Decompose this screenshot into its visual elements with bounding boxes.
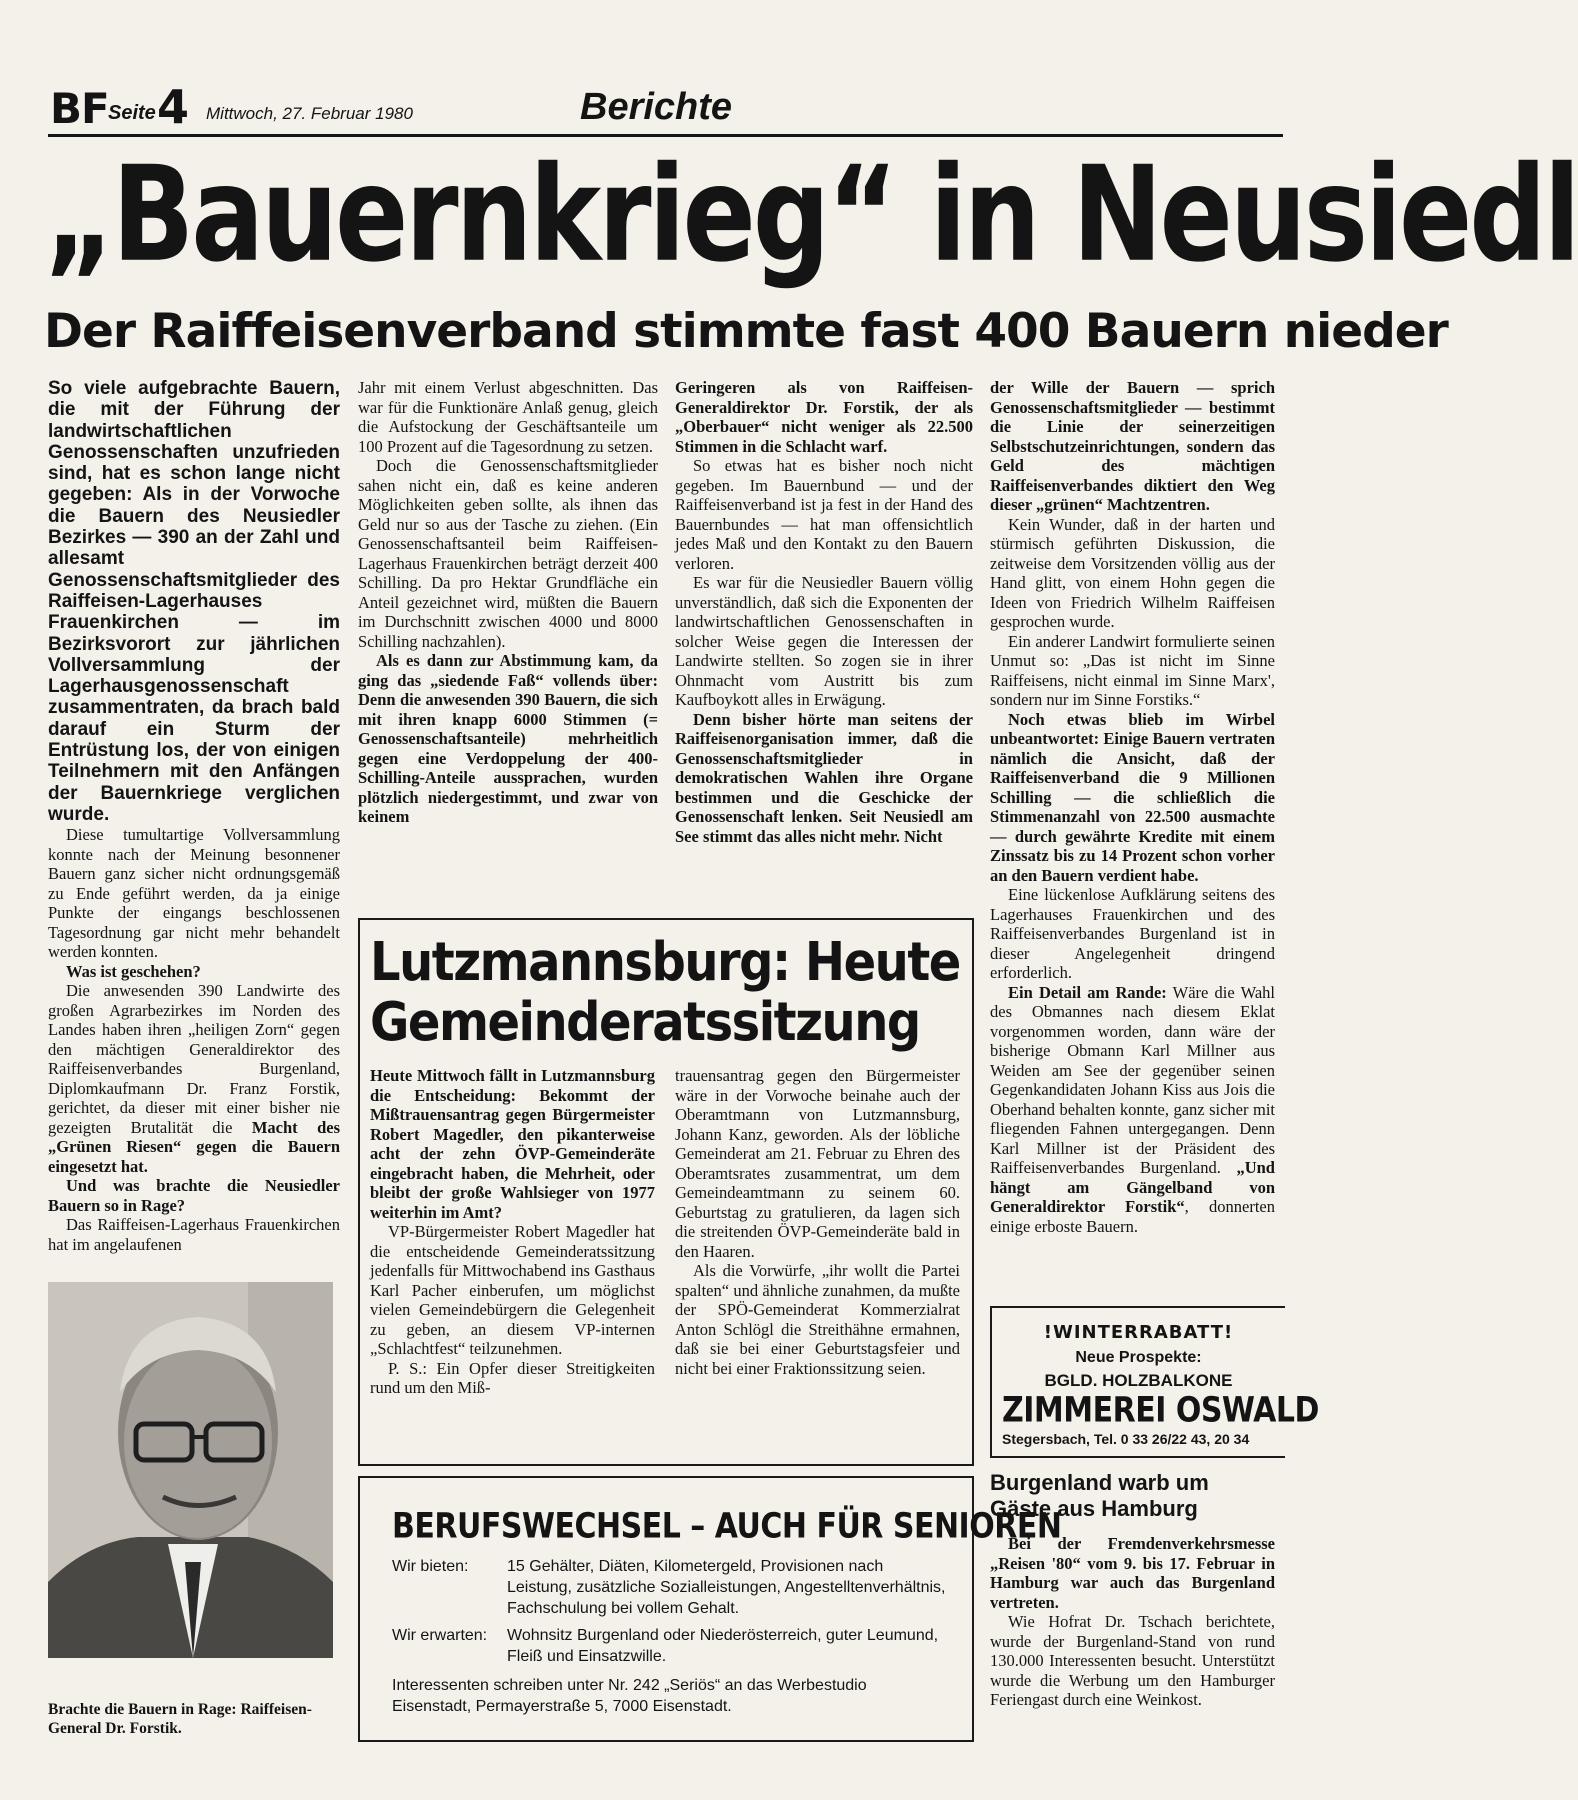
paragraph: trauensantrag gegen den Bürgermeister wäre in der Vorwoche beinahe auch der Oberamtmann von Lutzmannsburg, Johann Kanz, geworden. Als der löbliche Gemeinderat am 21. Februar zu Ehren des Oberamtsrates zusammentrat, um dem Gemeindeamtmann zu seinem 60. Geburtstag zu gratulieren, da lagen sich die streitenden ÖVP-Gemeinderäte bald in den Haaren. bbox=[675, 1066, 960, 1261]
zimmerei-name: ZIMMEREI OSWALD bbox=[1002, 1390, 1319, 1431]
paragraph: Doch die Genossenschaftsmitglieder sahen nicht ein, daß es keine anderen Möglichkeiten geben sollte, als ihnen das Geld nur so aus der Tasche zu ziehen. (Ein Genossenschaftsanteil beim Raiffeisen-Lagerhaus Frauenkirchen beträgt derzeit 400 Schilling. Da pro Hektar Grundfläche ein Anteil gezeichnet wird, müßten die Bauern im Durchschnitt zwischen 4000 und 8000 Schilling nachzahlen). bbox=[358, 456, 658, 651]
lutzmannsburg-headline-2: Gemeinderatssitzung bbox=[370, 990, 920, 1054]
subheading: Was ist geschehen? bbox=[66, 961, 201, 981]
paragraph: Jahr mit einem Verlust abgeschnitten. Das war für die Funktionäre Anlaß genug, gleich die Aufstockung der Geschäftsanteile um 100 Prozent auf die Tagesordnung zu setzen. bbox=[358, 378, 658, 456]
job-advertisement bbox=[358, 1476, 1062, 1742]
paragraph: VP-Bürgermeister Robert Magedler hat die entscheidende Gemeinderatssitzung jedenfalls für Mittwochabend ins Gasthaus Karl Pacher einberufen, um möglichst vielen Gemeindebürgern die Gelegenheit zu geben, an diesem VP-internen „Schlachtfest“ teilzunehmen. bbox=[370, 1222, 655, 1358]
seite-label: Seite bbox=[108, 102, 156, 124]
zimmerei-line-2: Neue Prospekte: bbox=[1075, 1349, 1202, 1366]
lutzmannsburg-column-2 bbox=[675, 1066, 960, 1378]
paragraph: Ein Detail am Rande: Wäre die Wahl des Obmannes nach diesem Eklat vorgenommen worden, dann wäre der bisherige Obmann Karl Millner aus Weiden am See der gegenüber seinen Gegenkandidaten Johann Kiss aus Jois die Oberhand behalten konnte, ganz sicher mit fliegenden Fahnen untergegangen. Denn Karl Millner ist der Präsident des Raiffeisenverbandes Burgenland. „Und hängt am Gängelband von Generaldirektor Forstik“, donnerten einige erboste Bauern. bbox=[990, 982, 1275, 1236]
job-ad-offer-text: 15 Gehälter, Diäten, Kilometergeld, Provisionen nach Leistung, zusätzliche Sozialleistungen, Angestelltenverhältnis, Fachschulung bei vollem Gehalt. bbox=[507, 1558, 946, 1617]
paragraph: Wie Hofrat Dr. Tschach berichtete, wurde der Burgenland-Stand von rund 130.000 Interessenten besucht. Unterstützt wurde die Werbung um den Hamburger Feriengast durch eine Weinkost. bbox=[990, 1612, 1275, 1709]
paragraph: Ein anderer Landwirt formulierte seinen Unmut so: „Das ist nicht im Sinne Raiffeisens, nicht einmal im Sinne Marx', sondern nur im Sinne Forstiks.“ bbox=[990, 631, 1275, 709]
portrait-photo bbox=[48, 1282, 333, 1658]
paragraph: Geringeren als von Raiffeisen-Generaldirektor Dr. Forstik, der als „Oberbauer“ nicht weniger als 22.500 Stimmen in die Schlacht warf. bbox=[675, 378, 973, 456]
issue-date: Mittwoch, 27. Februar 1980 bbox=[206, 104, 413, 123]
paragraph: Es war für die Neusiedler Bauern völlig unverständlich, daß sich die Exponenten der landwirtschaftlichen Genossenschaften in solcher Weise gegen die Interessen der Landwirte stellten. So zogen sie in ihrer Ohnmacht vom Austritt bis zum Kaufboykott alles in Erwägung. bbox=[675, 573, 973, 709]
paragraph: der Wille der Bauern — sprich Genossenschaftsmitglieder — bestimmt die Linie der seinerzeitigen Selbstschutzeinrichtungen, sondern das Geld des mächtigen Raiffeisenverbandes diktiert den Weg dieser „grünen“ Machtzentren. bbox=[990, 378, 1275, 514]
job-ad-expect-text: Wohnsitz Burgenland oder Niederösterreich, guter Leumund, Fleiß und Einsatzwille. bbox=[507, 1627, 939, 1665]
job-ad-offer-label: Wir bieten: bbox=[392, 1558, 469, 1575]
paragraph: Diese tumultartige Vollversammlung konnte nach der Meinung besonnener Bauern ganz sicher nicht ordnungsgemäß zu Ende geführt werden, da ja einige Punkte der eingangs beschlossenen Tagesordnung gar nicht mehr behandelt werden konnten. bbox=[48, 825, 340, 962]
job-ad-offer-row bbox=[392, 1556, 947, 1619]
burgenland-body bbox=[990, 1534, 1275, 1710]
paragraph: Kein Wunder, daß in der harten und stürmisch geführten Diskussion, die zeitweise dem Vorsitzenden völlig aus der Hand glitt, von einem Hohn gegen die Ideen von Friedrich Wilhelm Raiffeisen gesprochen wurde. bbox=[990, 514, 1275, 631]
zimmerei-advertisement bbox=[990, 1306, 1319, 1458]
sub-headline: Der Raiffeisenverband stimmte fast 400 Bauern nieder bbox=[44, 304, 1448, 359]
photo-caption: Brachte die Bauern in Rage: Raiffeisen-General Dr. Forstik. bbox=[48, 1701, 312, 1737]
paragraph: Denn bisher hörte man seitens der Raiffeisenorganisation immer, daß die Genossenschaftsmitglieder in demokratischen Wahlen ihre Organe bestimmen und die Geschicke der Genossenschaft lenken. Seit Neusiedl am See stimmt das alles nicht mehr. Nicht bbox=[675, 709, 973, 846]
paragraph: Die anwesenden 390 Landwirte des großen Agrarbezirkes im Norden des Landes haben ihren „heiligen Zorn“ gegen den mächtigen Generaldirektor des Raiffeisenverbandes Burgenland, Diplomkaufmann Dr. Franz Forstik, gerichtet, da dieser mit einer bisher nie gezeigten Brutalität die Macht des „Grünen Riesen“ gegen die Bauern eingesetzt hat. bbox=[48, 981, 340, 1176]
page-number: 4 bbox=[157, 80, 190, 134]
paragraph: Als die Vorwürfe, „ihr wollt die Partei spalten“ und ähnliche zunahmen, da mußte der SPÖ-Gemeinderat Kommerzialrat Anton Schlögl die Streithähne ermahnen, daß sie bei einer Geburtstagsfeier und nicht bei einer Fraktionssitzung seien. bbox=[675, 1261, 960, 1378]
zimmerei-line-1: !WINTERRABATT! bbox=[1043, 1322, 1234, 1343]
paragraph: Eine lückenlose Aufklärung seitens des Lagerhauses Frauenkirchen und des Raiffeisenverbandes Burgenland ist in dieser Angelegenheit dringend erforderlich. bbox=[990, 885, 1275, 982]
section-title: Berichte bbox=[580, 86, 733, 128]
masthead-logo: BF bbox=[50, 84, 109, 133]
job-ad-contact: Interessenten schreiben unter Nr. 242 „Seriös“ an das Werbestudio Eisenstadt, Permayerstraße 5, 7000 Eisenstadt. bbox=[392, 1677, 867, 1715]
job-ad-body bbox=[392, 1556, 947, 1717]
paragraph: Heute Mittwoch fällt in Lutzmannsburg die Entscheidung: Bekommt der Mißtrauensantrag gegen Bürgermeister Robert Magedler, den pikanterweise acht der zehn ÖVP-Gemeinderäte eingebracht haben, die Mehrheit, oder bleibt der große Wahlsieger von 1977 weiterhin im Amt? bbox=[370, 1066, 655, 1222]
article-lead: So viele aufgebrachte Bauern, die mit der Führung der landwirtschaftlichen Genossenschaften unzufrieden sind, hat es schon lange nicht gegeben: Als in der Vorwoche die Bauern des Neusiedler Bezirkes — 390 an der Zahl und allesamt Genossenschaftsmitglieder des Raiffeisen-Lagerhauses Frauenkirchen — im Bezirksvorort zur jährlichen Vollversammlung der Lagerhausgenossenschaft zusammentraten, da brach bald darauf ein Sturm der Entrüstung los, der von einigen Teilnehmern mit den Anfängen der Bauernkriege verglichen wurde. bbox=[48, 378, 340, 825]
zimmerei-contact: Stegersbach, Tel. 0 33 26/22 43, 20 34 bbox=[1002, 1431, 1250, 1447]
portrait-illustration bbox=[48, 1282, 333, 1658]
burgenland-article bbox=[990, 1470, 1283, 1740]
job-ad-expect-label: Wir erwarten: bbox=[392, 1627, 488, 1644]
zimmerei-line-3: BGLD. HOLZBALKONE bbox=[1044, 1371, 1233, 1390]
paragraph: So etwas hat es bisher noch nicht gegeben. Im Bauernbund — und der Raiffeisenverband ist ja fest in der Hand des Bauernbundes — hat man offensichtlich jedes Maß und den Kontakt zu den Bauern verloren. bbox=[675, 456, 973, 573]
paragraph: Bei der Fremdenverkehrsmesse „Reisen '80“ vom 9. bis 17. Februar in Hamburg war auch das Burgenland vertreten. bbox=[990, 1534, 1275, 1612]
lutzmannsburg-column-1 bbox=[370, 1066, 655, 1398]
article-column-4-clip bbox=[990, 378, 1283, 1258]
main-headline: „Bauernkrieg“ in Neusiedl bbox=[44, 139, 1578, 292]
paragraph: P. S.: Ein Opfer dieser Streitigkeiten rund um den Miß- bbox=[370, 1358, 655, 1397]
paragraph: Als es dann zur Abstimmung kam, da ging das „siedende Faß“ vollends über: Denn die anwesenden 390 Bauern, die sich mit ihren knapp 6000 Stimmen (= Genossenschaftsanteile) mehrheitlich gegen eine Verdoppelung der 400-Schilling-Anteile aussprachen, wurden plötzlich niedergestimmt, und zwar von keinem bbox=[358, 651, 658, 826]
article-column-3 bbox=[675, 378, 973, 846]
burgenland-headline: Burgenland warb um Gäste aus Hamburg bbox=[990, 1470, 1209, 1521]
paragraph: Das Raiffeisen-Lagerhaus Frauenkirchen hat im angelaufenen bbox=[48, 1215, 340, 1254]
job-ad-title: BERUFSWECHSEL – AUCH FÜR SENIOREN bbox=[392, 1506, 1062, 1547]
job-ad-expect-row bbox=[392, 1625, 947, 1667]
masthead-rule bbox=[48, 134, 1283, 137]
article-column-4 bbox=[990, 378, 1275, 1236]
article-column-1 bbox=[48, 378, 340, 1254]
paragraph: Noch etwas blieb im Wirbel unbeantwortet: Einige Bauern vertraten nämlich die Ansicht, daß der Raiffeisenverband die 9 Millionen Schilling — die schließlich die Stimmenanzahl von 22.500 ausmachte — durch gewährte Kredite mit einem Zinssatz bis zu 14 Prozent schon vorher an den Bauern verdient habe. bbox=[990, 709, 1275, 885]
lutzmannsburg-headline-1: Lutzmannsburg: Heute bbox=[370, 930, 960, 994]
article-column-2 bbox=[358, 378, 658, 827]
subheading: Und was brachte die Neusiedler Bauern so in Rage? bbox=[48, 1176, 340, 1215]
lutzmannsburg-box bbox=[358, 918, 974, 1466]
